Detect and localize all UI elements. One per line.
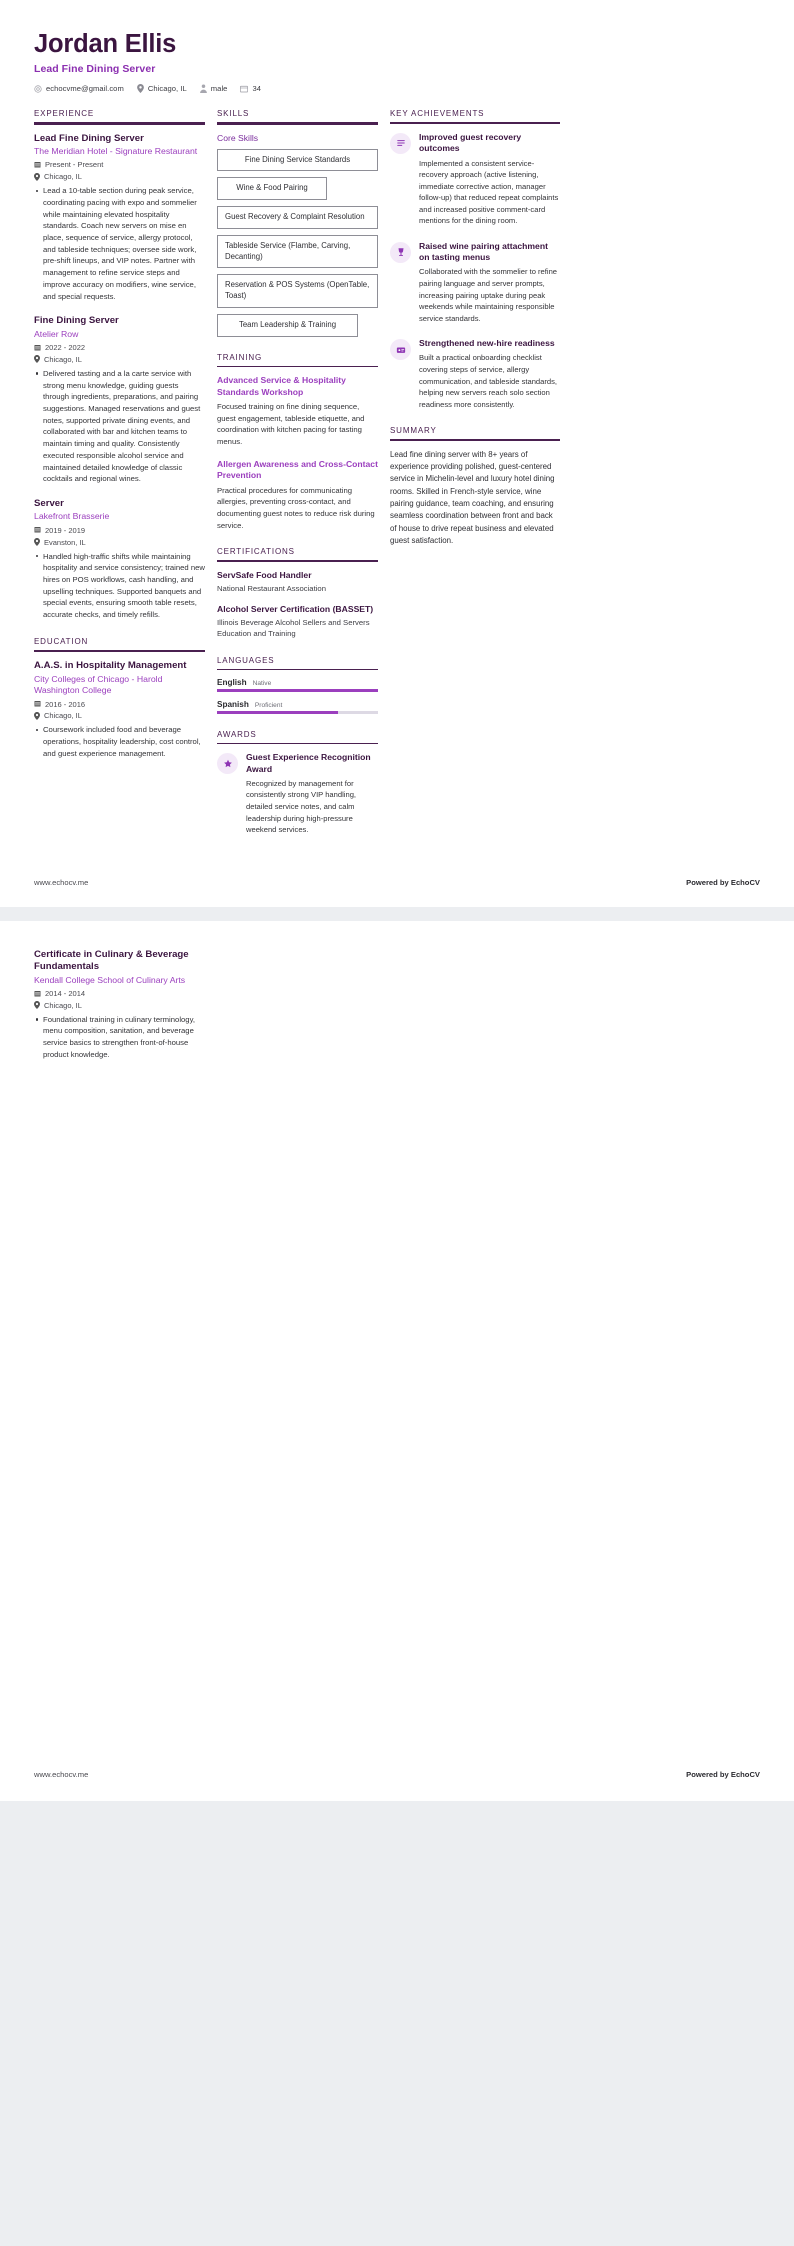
experience-title: Fine Dining Server — [34, 315, 119, 327]
education-title: A.A.S. in Hospitality Management — [34, 660, 187, 672]
experience-dates-value: 2019 - 2019 — [45, 525, 86, 535]
experience-dates-value: Present - Present — [45, 160, 104, 170]
skill-tag: Tableside Service (Flambe, Carving, Decanting) — [217, 235, 378, 269]
calendar-icon — [34, 526, 41, 533]
experience-location — [34, 538, 205, 548]
list-item: Delivered tasting and a la carte service with strong menu knowledge, guiding guests through ingredients, preparations, and pairing suggestions. Managed reservations and guest notes, supported private dining events, and collaborated with bar and kitchen teams to maintain timing and quality. Consistently executed responsible alcohol service and maintained detailed knowledge of classic cocktails and regional wines. — [34, 368, 205, 485]
footer-powered-prefix: Powered by — [686, 1769, 731, 1779]
achievement-entry — [390, 132, 560, 227]
experience-location-value: Chicago, IL — [44, 172, 82, 182]
award-medal-icon — [217, 753, 238, 774]
language-proficiency-bar — [217, 689, 378, 692]
award-title: Guest Experience Recognition Award — [246, 752, 371, 774]
section-rule — [390, 122, 560, 124]
education-dates — [34, 700, 205, 710]
section-title-education: EDUCATION — [34, 636, 89, 646]
section-rule — [217, 122, 378, 124]
section-summary — [390, 426, 560, 547]
achievement-body — [419, 338, 560, 410]
footer-powered-prefix: Powered by — [686, 877, 731, 887]
education-location — [34, 711, 205, 721]
education-organization: Kendall College School of Culinary Arts — [34, 974, 186, 985]
list-item: Lead a 10-table section during peak service, coordinating pacing with expo and sommelier while maintaining elevated hospitality standards. Coach new servers on mise en place, sequence of service, allergy protocol, and tableside techniques; oversee side work, pre-shift lineups, and VIP notes. Partner with management to refine service steps and improve accuracy on modifiers, wine service, and special requests. — [34, 185, 205, 302]
footer-brand: EchoCV — [730, 877, 760, 887]
experience-bullets — [34, 551, 205, 621]
achievement-description: Built a practical onboarding checklist covering steps of service, allergy communication, and tableside standards, helping new servers reach solo section readiness more consistently. — [419, 353, 558, 409]
experience-entry — [34, 315, 205, 485]
language-name: English — [217, 678, 247, 688]
education-title: Certificate in Culinary & Beverage Fundamentals — [34, 948, 189, 973]
experience-location — [34, 355, 205, 365]
page-title: Jordan Ellis — [34, 30, 177, 58]
location-pin-icon — [34, 173, 40, 181]
award-description: Recognized by management for consistently strong VIP handling, detailed service notes, and calm leadership during high-pressure weekend services. — [246, 778, 357, 835]
location-pin-icon — [137, 84, 144, 93]
contact-gender — [200, 84, 228, 93]
experience-organization: Lakefront Brasserie — [34, 511, 110, 522]
section-title-awards: AWARDS — [217, 729, 257, 739]
footer-site: www.echocv.me — [34, 1769, 89, 1779]
education-location — [34, 1001, 205, 1011]
summary-text: Lead fine dining server with 8+ years of experience providing polished, guest-centered service in Michelin-level and luxury hotel dining rooms. Skilled in French-style service, wine pairing guidance, team coaching, and ensuring seamless coordination between front and back of house to drive repeat business and elevated guest satisfaction. — [390, 449, 555, 546]
language-level: Native — [252, 680, 272, 688]
resume-columns-page2 — [0, 921, 794, 1074]
person-icon — [200, 84, 207, 93]
contact-gender-value: male — [210, 84, 228, 94]
wine-glass-icon — [390, 242, 411, 263]
contact-location — [137, 84, 187, 93]
list-item: Foundational training in culinary terminology, menu composition, sanitation, and beverage service basics to strengthen front-of-house product knowledge. — [34, 1014, 205, 1061]
experience-organization: The Meridian Hotel - Signature Restaurant — [34, 145, 198, 156]
experience-bullets — [34, 368, 205, 485]
skill-tag: Reservation & POS Systems (OpenTable, Toast) — [217, 274, 378, 308]
language-row — [217, 678, 378, 687]
skill-tag: Team Leadership & Training — [217, 314, 358, 337]
section-education — [34, 637, 205, 759]
achievement-body — [419, 132, 560, 227]
skill-tag: Guest Recovery & Complaint Resolution — [217, 206, 378, 229]
page-footer — [0, 878, 794, 907]
award-entry — [217, 752, 378, 835]
certification-title: Alcohol Server Certification (BASSET) — [217, 603, 374, 614]
section-title-key-achievements: KEY ACHIEVEMENTS — [390, 109, 485, 119]
experience-bullets — [34, 185, 205, 302]
experience-location-value: Evanston, IL — [44, 537, 86, 547]
education-bullets — [34, 1014, 205, 1061]
language-name: Spanish — [217, 700, 249, 710]
section-certifications — [217, 547, 378, 639]
training-title: Allergen Awareness and Cross-Contact Prevention — [217, 458, 378, 481]
achievement-description: Collaborated with the sommelier to refine pairing language and server prompts, increasing pairing uptake during peak weekends while maintaining responsible service standards. — [419, 267, 558, 323]
section-rule — [34, 122, 205, 124]
column-right — [390, 109, 560, 563]
section-rule — [217, 669, 378, 671]
location-pin-icon — [34, 712, 40, 720]
contact-row — [34, 84, 760, 93]
footer-powered-by — [686, 1770, 760, 1779]
experience-title: Server — [34, 497, 64, 509]
resume-columns — [0, 93, 794, 851]
resume-page-1 — [0, 0, 794, 907]
page-footer — [0, 1770, 794, 1801]
section-title-summary: SUMMARY — [390, 426, 437, 436]
education-dates-value: 2016 - 2016 — [45, 699, 86, 709]
language-level: Proficient — [254, 702, 283, 710]
list-item: Handled high-traffic shifts while maintaining hospitality and service consistency; trained new hires on POS workflows, cash handling, and upselling techniques. Supported banquets and special events, ensuring smooth table resets, accurate checks, and timely refills. — [34, 551, 205, 621]
column-left — [34, 109, 217, 775]
achievement-description: Implemented a consistent service-recovery approach (active listening, immediate corrective action, manager follow-up) that reduced repeat complaints and increased positive comment-card mentions for the dining room. — [419, 158, 559, 226]
id-card-icon — [390, 339, 411, 360]
language-entry — [217, 678, 378, 692]
section-rule — [217, 560, 378, 562]
column-middle — [217, 109, 390, 851]
education-location-value: Chicago, IL — [44, 711, 82, 721]
experience-title: Lead Fine Dining Server — [34, 132, 144, 144]
experience-dates — [34, 526, 205, 536]
calendar-icon — [34, 344, 41, 351]
training-entry — [217, 459, 378, 532]
experience-entry — [34, 133, 205, 303]
achievement-title: Raised wine pairing attachment on tasting menus — [419, 240, 548, 263]
professional-headline: Lead Fine Dining Server — [34, 63, 156, 76]
achievement-body — [419, 241, 560, 324]
page-separator — [0, 907, 794, 921]
email-icon — [34, 85, 42, 93]
section-rule — [217, 743, 378, 745]
contact-email-value: echocvme@gmail.com — [46, 84, 124, 94]
award-body — [246, 752, 378, 835]
training-description: Focused training on fine dining sequence, guest engagement, tableside etiquette, and coordination with kitchen pacing for tasting menus. — [217, 401, 365, 447]
education-organization: City Colleges of Chicago - Harold Washington College — [34, 673, 163, 696]
education-dates — [34, 989, 205, 999]
education-dates-value: 2014 - 2014 — [45, 989, 86, 998]
contact-age-value: 34 — [252, 84, 262, 94]
list-item: Coursework included food and beverage operations, hospitality leadership, cost control, and guest experience management. — [34, 724, 205, 759]
section-title-languages: LANGUAGES — [217, 655, 275, 665]
education-bullets — [34, 724, 205, 759]
column-left-page2 — [34, 949, 217, 1074]
experience-organization: Atelier Row — [34, 328, 79, 339]
education-entry — [34, 660, 205, 759]
certification-issuer: National Restaurant Association — [217, 584, 326, 594]
language-proficiency-bar — [217, 711, 378, 714]
calendar-icon — [240, 85, 248, 93]
calendar-icon — [34, 700, 41, 707]
achievement-title: Improved guest recovery outcomes — [419, 131, 522, 154]
resume-header — [0, 0, 794, 93]
section-experience — [34, 109, 205, 621]
certification-issuer: Illinois Beverage Alcohol Sellers and Servers Education and Training — [217, 618, 370, 639]
footer-site: www.echocv.me — [34, 877, 89, 887]
section-training — [217, 353, 378, 532]
achievement-entry — [390, 241, 560, 324]
achievement-entry — [390, 338, 560, 410]
training-description: Practical procedures for communicating allergies, preventing cross-contact, and documenting guest notes to reduce risk during service. — [217, 485, 375, 530]
section-rule — [217, 366, 378, 368]
section-languages — [217, 656, 378, 714]
section-awards — [217, 730, 378, 836]
footer-powered-by — [686, 878, 760, 887]
contact-age — [240, 84, 261, 93]
experience-dates — [34, 343, 205, 353]
location-pin-icon — [34, 355, 40, 363]
experience-entry — [34, 498, 205, 621]
contact-email — [34, 84, 124, 93]
section-key-achievements — [390, 109, 560, 410]
certification-entry — [217, 570, 378, 595]
skill-tag: Fine Dining Service Standards — [217, 149, 378, 172]
experience-location — [34, 172, 205, 182]
section-rule — [390, 439, 560, 441]
skills-subheading: Core Skills — [217, 132, 259, 143]
language-entry — [217, 700, 378, 714]
contact-location-value: Chicago, IL — [147, 84, 187, 94]
skill-tag: Wine & Food Pairing — [217, 177, 327, 200]
experience-location-value: Chicago, IL — [44, 354, 82, 364]
certification-entry — [217, 604, 378, 640]
training-title: Advanced Service & Hospitality Standards Workshop — [217, 375, 346, 397]
section-title-skills: SKILLS — [217, 109, 250, 119]
location-pin-icon — [34, 538, 40, 546]
section-title-training: TRAINING — [217, 352, 263, 362]
experience-dates — [34, 160, 205, 170]
footer-brand: EchoCV — [730, 1769, 760, 1779]
achievement-title: Strengthened new-hire readiness — [419, 338, 555, 349]
training-entry — [217, 375, 378, 448]
education-location-value: Chicago, IL — [44, 1000, 82, 1010]
section-skills — [217, 109, 378, 336]
certification-title: ServSafe Food Handler — [217, 570, 312, 580]
list-lines-icon — [390, 133, 411, 154]
resume-page-2 — [0, 921, 794, 1801]
experience-dates-value: 2022 - 2022 — [45, 343, 86, 353]
section-rule — [34, 650, 205, 652]
education-entry — [34, 949, 205, 1061]
calendar-icon — [34, 161, 41, 168]
language-row — [217, 700, 378, 709]
section-title-experience: EXPERIENCE — [34, 109, 95, 119]
calendar-icon — [34, 990, 41, 997]
section-title-certifications: CERTIFICATIONS — [217, 547, 295, 557]
location-pin-icon — [34, 1001, 40, 1009]
